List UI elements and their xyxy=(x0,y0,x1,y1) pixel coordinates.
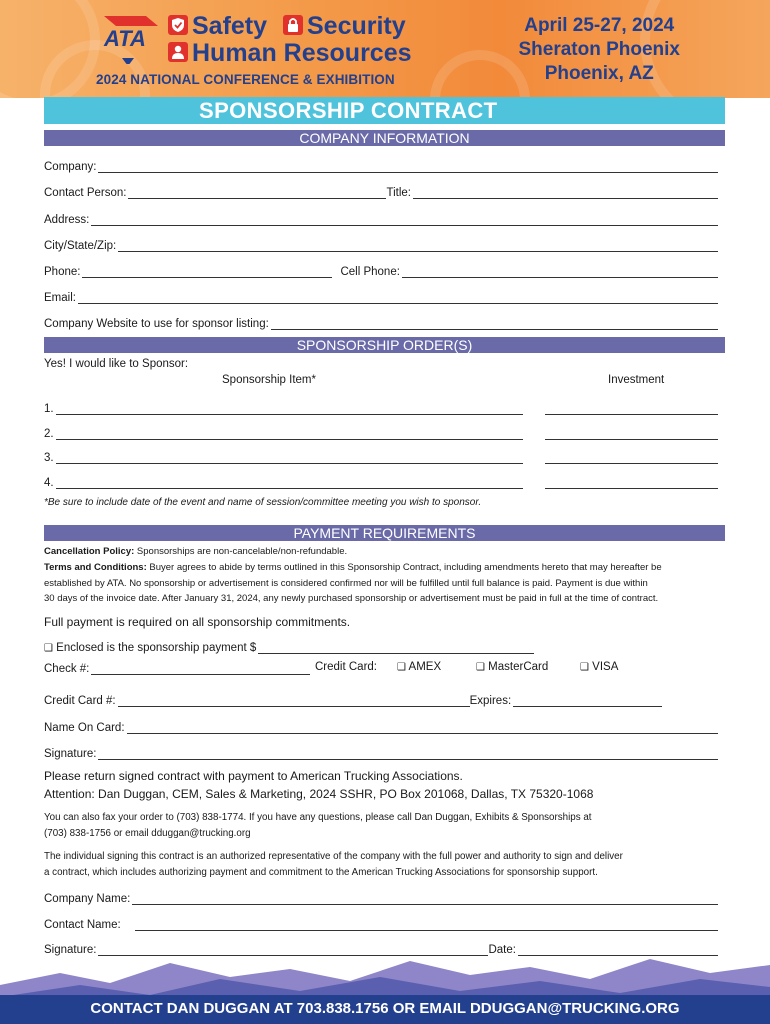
logo-security: Security xyxy=(307,12,406,40)
phone-row[interactable] xyxy=(44,264,718,278)
lock-icon xyxy=(283,15,303,35)
auth-line-1: The individual signing this contract is an authorized representative of the company with the full power and authority to sign and deliver xyxy=(44,851,623,862)
email-label: Email: xyxy=(44,292,76,304)
event-dates: April 25-27, 2024 xyxy=(524,15,675,36)
phone-label: Phone: xyxy=(44,266,81,278)
cancellation-label: Cancellation Policy: xyxy=(44,546,135,557)
authorization-statement xyxy=(44,849,724,880)
title-label: Title: xyxy=(386,187,411,199)
contact-name-field[interactable] xyxy=(44,917,718,931)
payment-signature-label: Signature: xyxy=(44,748,97,760)
page-title: SPONSORSHIP CONTRACT xyxy=(44,97,725,124)
col-investment: Investment xyxy=(608,374,665,386)
event-venue: Sheraton Phoenix xyxy=(518,39,680,60)
terms-label: Terms and Conditions: xyxy=(44,562,147,573)
sponsor-intro: Yes! I would like to Sponsor: xyxy=(44,358,189,370)
expires-label: Expires: xyxy=(469,695,512,707)
section-sponsorship-orders: SPONSORSHIP ORDER(S) xyxy=(44,337,725,353)
city-state-zip-label: City/State/Zip: xyxy=(44,240,117,252)
website-label: Company Website to use for sponsor listing: xyxy=(44,318,269,330)
auth-line-2: a contract, which includes authorizing payment and commitment to the American Trucking Associations for sponsorship support. xyxy=(44,866,598,878)
visa-label: VISA xyxy=(592,661,619,673)
credit-card-label: Credit Card: xyxy=(315,661,377,673)
full-payment-note: Full payment is required on all sponsorship commitments. xyxy=(44,615,351,629)
logo-safety: Safety xyxy=(192,12,268,40)
check-label: Check #: xyxy=(44,663,90,675)
enclosed-label: Enclosed is the sponsorship payment $ xyxy=(56,642,257,654)
website-field[interactable] xyxy=(44,316,718,330)
company-name-field[interactable] xyxy=(44,891,718,905)
date-label: Date: xyxy=(488,944,516,956)
mastercard-label: MasterCard xyxy=(488,661,549,673)
terms-line-2: established by ATA. No sponsorship or advertisement is considered confirmed nor will be fulfilled until full balance is paid. Payment is due within xyxy=(44,577,648,589)
sponsor-note: *Be sure to include date of the event and name of session/committee meeting you wish to sponsor. xyxy=(44,497,482,508)
person-icon xyxy=(168,42,188,62)
name-on-card-field[interactable] xyxy=(44,720,718,734)
terms-and-conditions xyxy=(44,560,724,607)
sponsor-row-1[interactable] xyxy=(44,401,718,415)
terms-line-1: Buyer agrees to abide by terms outlined in this Sponsorship Contract, including amendments hereto that may hereafter be xyxy=(149,562,662,573)
ata-logo-text: ATA xyxy=(104,26,146,51)
fax-line-2: (703) 838-1756 or email dduggan@trucking.org xyxy=(44,827,251,839)
email-field[interactable] xyxy=(44,290,718,304)
mastercard-option[interactable] xyxy=(476,661,548,673)
visa-checkbox[interactable]: ❑ xyxy=(580,662,589,673)
sponsor-row-3[interactable] xyxy=(44,450,718,464)
row-number: 1. xyxy=(44,403,54,415)
credit-card-number-label: Credit Card #: xyxy=(44,695,116,707)
header-banner xyxy=(0,0,770,98)
row-number: 4. xyxy=(44,477,54,489)
fax-info xyxy=(44,810,724,841)
enclosed-checkbox[interactable]: ❑ xyxy=(44,643,53,654)
cancellation-policy xyxy=(44,544,724,560)
address-label: Address: xyxy=(44,214,90,226)
row-number: 2. xyxy=(44,428,54,440)
mastercard-checkbox[interactable]: ❑ xyxy=(476,662,485,673)
signoff-signature-label: Signature: xyxy=(44,944,97,956)
cancellation-text: Sponsorships are non-cancelable/non-refundable. xyxy=(136,546,348,557)
fax-line-1: You can also fax your order to (703) 838-1774. If you have any questions, please call Dan Duggan, Exhibits & Sponsorships at xyxy=(44,812,592,823)
contact-person-row[interactable] xyxy=(44,185,718,199)
cell-phone-label: Cell Phone: xyxy=(340,266,400,278)
signoff-signature-row[interactable] xyxy=(44,942,718,956)
return-address: Attention: Dan Duggan, CEM, Sales & Marketing, 2024 SSHR, PO Box 201068, Dallas, TX 75320-1068 xyxy=(44,787,594,801)
name-on-card-label: Name On Card: xyxy=(44,722,125,734)
col-sponsorship-item: Sponsorship Item* xyxy=(222,374,316,386)
amex-option[interactable] xyxy=(397,661,441,673)
company-name-label: Company Name: xyxy=(44,893,131,905)
sponsor-row-4[interactable] xyxy=(44,475,718,489)
terms-line-3: 30 days of the invoice date. After January 31, 2024, any newly purchased sponsorship or advertisement must be paid in full at the time of contract. xyxy=(44,593,659,604)
check-number-field[interactable] xyxy=(44,661,310,675)
sponsor-row-2[interactable] xyxy=(44,426,718,440)
section-payment-requirements: PAYMENT REQUIREMENTS xyxy=(44,525,725,541)
event-info xyxy=(518,14,680,86)
shield-check-icon xyxy=(168,15,188,35)
return-instructions: Please return signed contract with payment to American Trucking Associations. xyxy=(44,769,463,783)
footer-contact: CONTACT DAN DUGGAN AT 703.838.1756 OR EMAIL DDUGGAN@TRUCKING.ORG xyxy=(90,1000,680,1017)
conference-name: 2024 NATIONAL CONFERENCE & EXHIBITION xyxy=(96,72,395,87)
event-city: Phoenix, AZ xyxy=(544,63,654,84)
company-label: Company: xyxy=(44,161,97,173)
visa-option[interactable] xyxy=(580,661,618,673)
payment-signature-field[interactable] xyxy=(44,746,718,760)
credit-card-number-row[interactable] xyxy=(44,693,662,707)
row-number: 3. xyxy=(44,452,54,464)
city-state-zip-field[interactable] xyxy=(44,238,718,252)
section-company-information: COMPANY INFORMATION xyxy=(44,130,725,146)
address-field[interactable] xyxy=(44,212,718,226)
contact-person-label: Contact Person: xyxy=(44,187,127,199)
enclosed-payment-row[interactable] xyxy=(44,640,534,654)
amex-checkbox[interactable]: ❑ xyxy=(397,662,406,673)
logo-human-resources: Human Resources xyxy=(192,39,412,67)
amex-label: AMEX xyxy=(408,661,442,673)
company-field[interactable] xyxy=(44,159,718,173)
contact-name-label: Contact Name: xyxy=(44,919,121,931)
